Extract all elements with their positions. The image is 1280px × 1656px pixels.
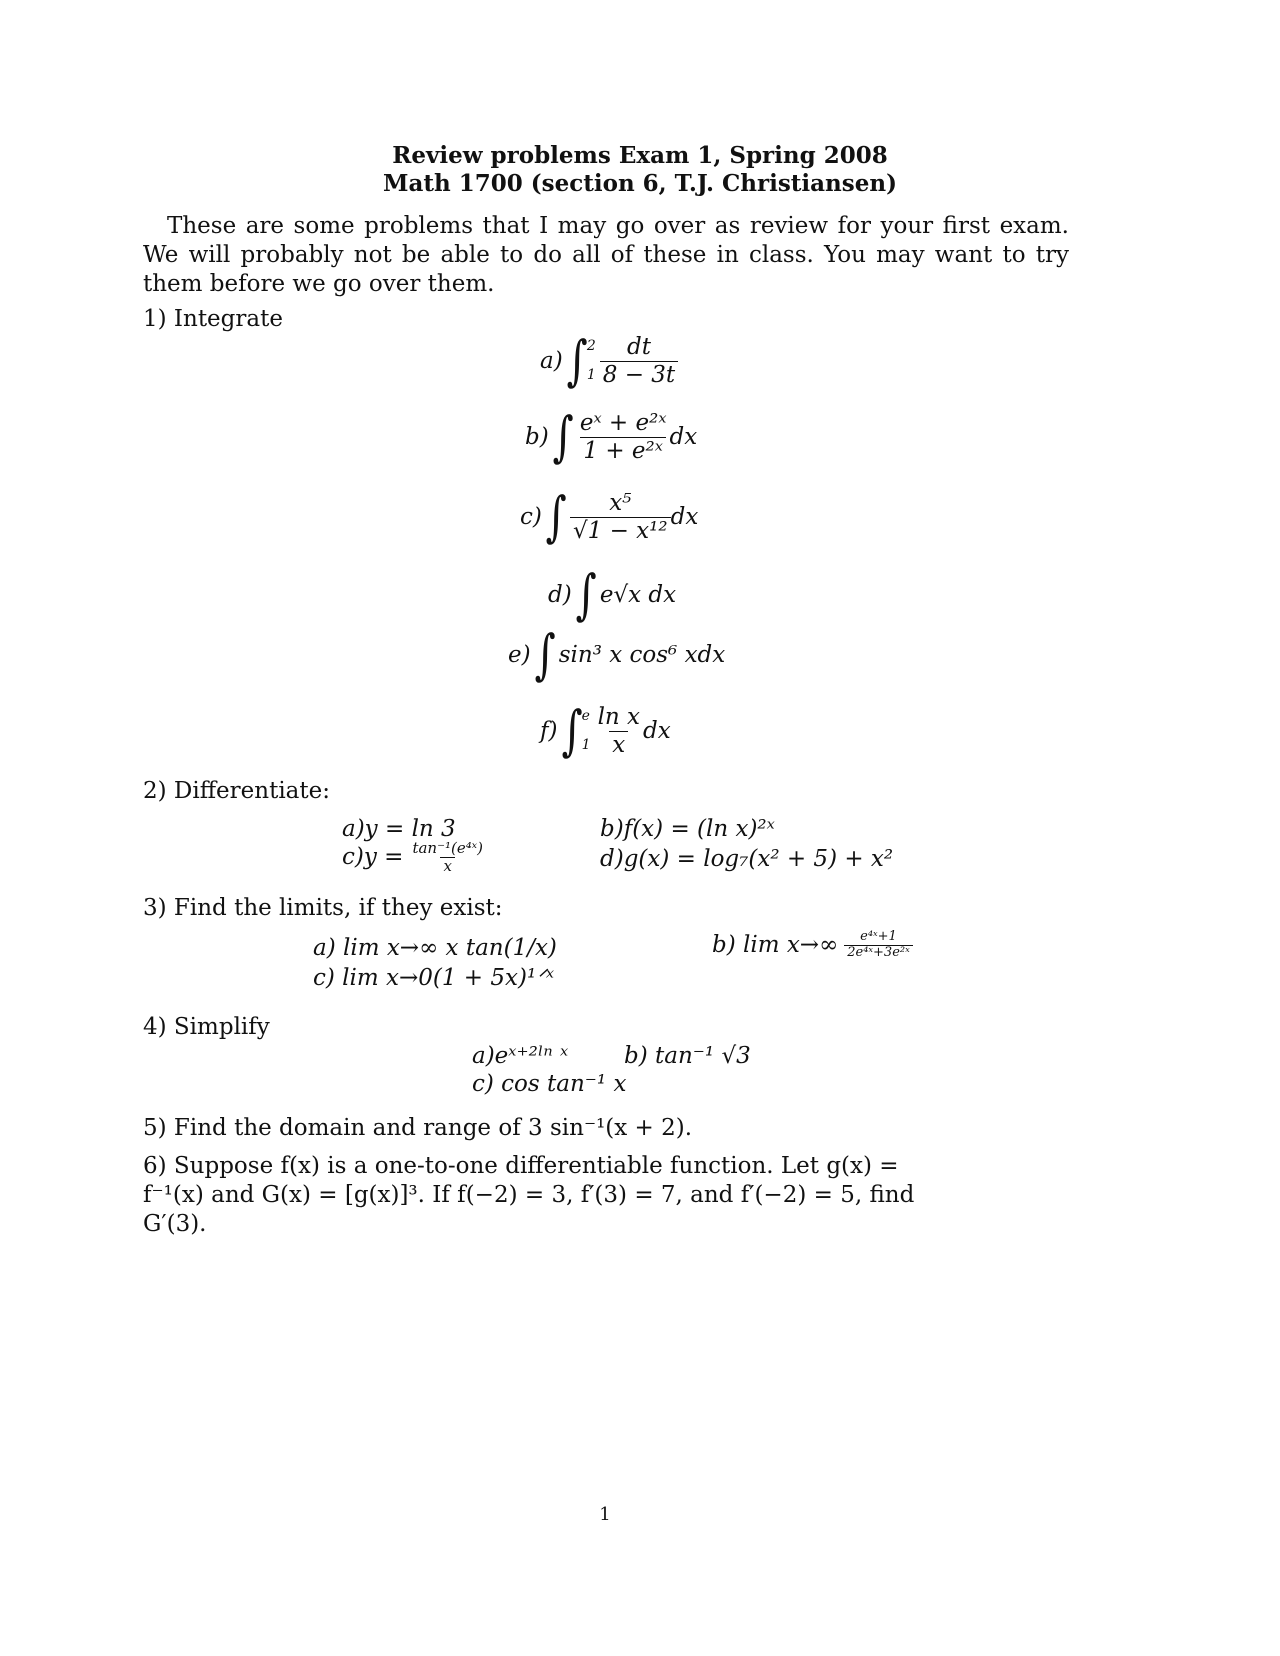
- problem-3b-prefix: b) lim x→∞: [712, 931, 839, 958]
- integral-a-upper: 2: [586, 338, 596, 354]
- integral-d: [548, 563, 677, 626]
- integral-a-lower: 1: [586, 367, 596, 383]
- problem-3b: [712, 930, 913, 961]
- problem-4b: b) tan⁻¹ √3: [624, 1043, 751, 1069]
- problem-2b: b)f(x) = (ln x)²ˣ: [600, 816, 775, 842]
- problem-4a: a)eˣ⁺²ˡⁿ ˣ: [472, 1043, 569, 1069]
- problem-2a: a)y = ln 3: [342, 816, 456, 842]
- problem-3a: a) lim x→∞ x tan(1/x): [313, 935, 557, 961]
- problem-2d: d)g(x) = log₇(x² + 5) + x²: [600, 846, 894, 872]
- problem-2c-numerator: tan⁻¹(e⁴ˣ): [412, 839, 483, 857]
- integral-a: [540, 329, 678, 392]
- integral-a-denominator: 8 − 3t: [600, 361, 678, 388]
- problem-2c: [342, 840, 486, 876]
- integral-c: [520, 485, 699, 548]
- integral-f-numerator: ln x: [597, 704, 641, 731]
- integral-sign-icon: ∫: [545, 485, 567, 548]
- problem-3b-numerator: e⁴ˣ+1: [860, 929, 897, 944]
- problem-2c-denominator: x: [440, 857, 454, 875]
- integral-f-upper: e: [581, 708, 590, 724]
- integral-e-expression: sin³ x cos⁶ xdx: [558, 641, 726, 668]
- integral-f: [540, 699, 671, 762]
- integral-e: [508, 623, 726, 686]
- problem-3c: c) lim x→0(1 + 5x)¹ᐟˣ: [313, 965, 555, 991]
- page-number: 1: [599, 1504, 611, 1525]
- integral-sign-icon: ∫: [534, 623, 556, 686]
- integral-sign-icon: ∫: [552, 405, 574, 468]
- integral-d-expression: e√x dx: [599, 581, 677, 608]
- integral-f-differential: dx: [643, 717, 671, 744]
- integral-f-label: f): [540, 717, 558, 744]
- integral-a-numerator: dt: [626, 334, 651, 361]
- integral-b-denominator: 1 + e²ˣ: [580, 437, 666, 464]
- integral-b: [525, 405, 698, 468]
- problem-2c-prefix: c)y =: [342, 844, 404, 871]
- integral-c-numerator: x⁵: [609, 490, 632, 517]
- problem-2-heading: 2) Differentiate:: [143, 778, 330, 804]
- integral-b-differential: dx: [669, 423, 698, 450]
- integral-b-numerator: eˣ + e²ˣ: [579, 410, 667, 437]
- problem-4c: c) cos tan⁻¹ x: [472, 1071, 627, 1097]
- integral-sign-icon: ∫: [575, 563, 597, 626]
- integral-d-label: d): [548, 581, 572, 608]
- integral-e-label: e): [508, 641, 531, 668]
- problem-3b-denominator: 2e⁴ˣ+3e²ˣ: [844, 945, 912, 961]
- integral-c-differential: dx: [670, 503, 699, 530]
- integral-a-label: a): [540, 347, 563, 374]
- title-line-2: Math 1700 (section 6, T.J. Christiansen): [383, 170, 897, 197]
- integral-sign-icon: ∫: [566, 329, 588, 392]
- integral-sign-icon: ∫: [561, 699, 583, 762]
- problem-5: 5) Find the domain and range of 3 sin⁻¹(x + 2).: [143, 1115, 693, 1141]
- title-line-1: Review problems Exam 1, Spring 2008: [392, 142, 888, 169]
- problem-6: 6) Suppose f(x) is a one-to-one differentiable function. Let g(x) = f⁻¹(x) and G(x) = [g(x)]³. If f(−2) = 3, f′(3) = 7, and f′(−2) = 5, find G′(3).: [143, 1153, 915, 1237]
- integral-f-lower: 1: [581, 737, 591, 753]
- problem-3-heading: 3) Find the limits, if they exist:: [143, 895, 503, 921]
- intro-paragraph: These are some problems that I may go over as review for your first exam. We will probably not be able to do all of these in class. You may want to try them before we go over them.: [143, 213, 1069, 297]
- integral-b-label: b): [525, 423, 549, 450]
- integral-c-denominator: √1 − x¹²: [570, 517, 671, 544]
- integral-f-denominator: x: [609, 731, 628, 758]
- problem-4-heading: 4) Simplify: [143, 1014, 270, 1040]
- integral-c-label: c): [520, 503, 542, 530]
- problem-1-heading: 1) Integrate: [143, 306, 283, 332]
